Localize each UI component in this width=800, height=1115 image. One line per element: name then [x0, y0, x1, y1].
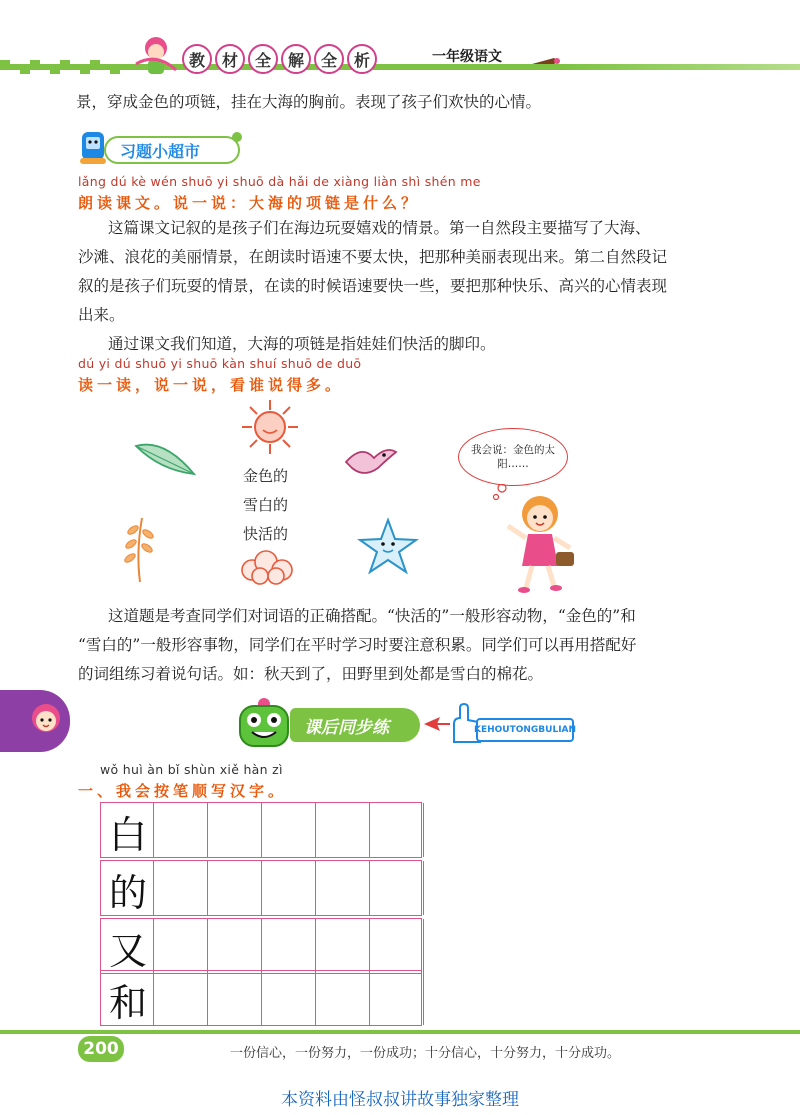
q2-pinyin: dú yi dú shuō yi shuō kàn shuí shuō de duō	[78, 356, 362, 371]
grid-cell[interactable]	[371, 919, 424, 973]
answer1-line4: 出来。	[78, 306, 125, 324]
page-number: 200	[78, 1036, 124, 1062]
word-item: 雪白的	[243, 496, 289, 514]
bird-icon	[340, 438, 400, 486]
answer1-line5: 通过课文我们知道，大海的项链是指娃娃们快活的脚印。	[108, 335, 496, 353]
word-item: 金色的	[243, 467, 289, 485]
answer1-line2: 沙滩、浪花的美丽情景，在朗读时语速不要太快，把那种美丽表现出来。第二自然段记	[78, 248, 668, 266]
starfish-icon	[356, 516, 420, 576]
word-list	[243, 462, 288, 549]
grid-cell[interactable]	[155, 919, 208, 973]
grid-cell[interactable]	[209, 971, 262, 1025]
writing-grid-row[interactable]	[100, 970, 422, 1026]
source-note: 本资料由怪叔叔讲故事独家整理	[281, 1090, 519, 1110]
header-title-char: 析	[347, 44, 377, 74]
grid-cell[interactable]	[371, 803, 424, 857]
pencil-icon	[530, 54, 562, 68]
header-green-bar	[0, 64, 800, 70]
q1-text: 朗读课文。说一说：大海的项链是什么？	[78, 194, 421, 212]
girl-mascot-icon	[128, 30, 184, 78]
writing-grid-row[interactable]	[100, 918, 422, 974]
answer2-line1: 这道题是考查同学们对词语的正确搭配。“快活的”一般形容动物，“金色的”和	[108, 607, 636, 625]
practice-banner-en-box	[473, 718, 577, 742]
practice-q-text: 一、我会按笔顺写汉字。	[78, 782, 288, 800]
writing-grid-row[interactable]	[100, 802, 422, 858]
supermarket-section-header	[104, 136, 240, 164]
grid-cell[interactable]	[263, 919, 316, 973]
grid-cell[interactable]	[209, 803, 262, 857]
grid-cell[interactable]	[317, 971, 370, 1025]
bubble-text: 我会说：金色的太阳……	[471, 444, 555, 470]
grid-cell[interactable]	[209, 861, 262, 915]
grid-cell[interactable]	[317, 919, 370, 973]
practice-char: 和	[108, 980, 147, 1025]
cotton-icon	[236, 540, 300, 586]
practice-char: 又	[108, 928, 147, 973]
girl-icon	[500, 490, 580, 598]
grid-cell[interactable]	[371, 861, 424, 915]
footer-motto: 一份信心，一份努力，一份成功；十分信心，十分努力，十分成功。	[230, 1046, 621, 1061]
grid-cell[interactable]	[155, 803, 208, 857]
footer-green-bar	[0, 1030, 800, 1034]
grid-cell[interactable]	[317, 803, 370, 857]
q2-text: 读一读，说一说，看谁说得多。	[78, 376, 345, 394]
practice-char: 的	[108, 870, 147, 915]
feather-icon	[130, 436, 200, 480]
grid-cell[interactable]	[263, 803, 316, 857]
supermarket-label: 习题小超市	[120, 141, 201, 161]
answer2-line3: 的词组练习着说句话。如：秋天到了，田野里到处都是雪白的棉花。	[78, 665, 544, 683]
grid-cell[interactable]	[209, 919, 262, 973]
wheat-icon	[118, 512, 158, 584]
header-title-char: 全	[314, 44, 344, 74]
grid-cell[interactable]	[155, 861, 208, 915]
header-title	[182, 44, 377, 74]
header-title-char: 教	[182, 44, 212, 74]
speech-bubble	[458, 428, 568, 486]
writing-grid-row[interactable]	[100, 860, 422, 916]
sun-icon	[240, 398, 300, 456]
practice-char: 白	[108, 812, 147, 857]
word-item: 快活的	[243, 525, 289, 543]
grid-cell[interactable]	[317, 861, 370, 915]
grid-cell[interactable]	[155, 971, 208, 1025]
practice-banner	[290, 708, 420, 742]
practice-banner-title: 课后同步练	[304, 717, 389, 738]
q1-pinyin: lǎng dú kè wén shuō yi shuō dà hǎi de xiàng liàn shì shén me	[78, 174, 481, 189]
green-dot-decoration	[232, 132, 242, 142]
girl-face-icon	[28, 702, 64, 740]
practice-q-pinyin: wǒ huì àn bǐ shùn xiě hàn zì	[100, 762, 283, 777]
answer2-line2: “雪白的”一般形容事物，同学们在平时学习时要注意积累。同学们可以再用搭配好	[78, 636, 637, 654]
intro-line: 景，穿成金色的项链，挂在大海的胸前。表现了孩子们欢快的心情。	[76, 93, 542, 111]
answer1-line3: 叙的是孩子们玩耍的情景，在读的时候语速要快一些，要把那种快乐、高兴的心情表现	[78, 277, 668, 295]
grid-cell[interactable]	[371, 971, 424, 1025]
header-title-char: 解	[281, 44, 311, 74]
header-title-char: 全	[248, 44, 278, 74]
answer1-line1: 这篇课文记叙的是孩子们在海边玩耍嬉戏的情景。第一自然段主要描写了大海、	[108, 219, 651, 237]
grid-cell[interactable]	[263, 971, 316, 1025]
header-title-char: 材	[215, 44, 245, 74]
practice-banner-en: KEHOUTONGBULIAN	[473, 725, 577, 735]
grade-label: 一年级语文	[432, 49, 502, 65]
grid-cell[interactable]	[263, 861, 316, 915]
monster-icon	[232, 692, 296, 752]
